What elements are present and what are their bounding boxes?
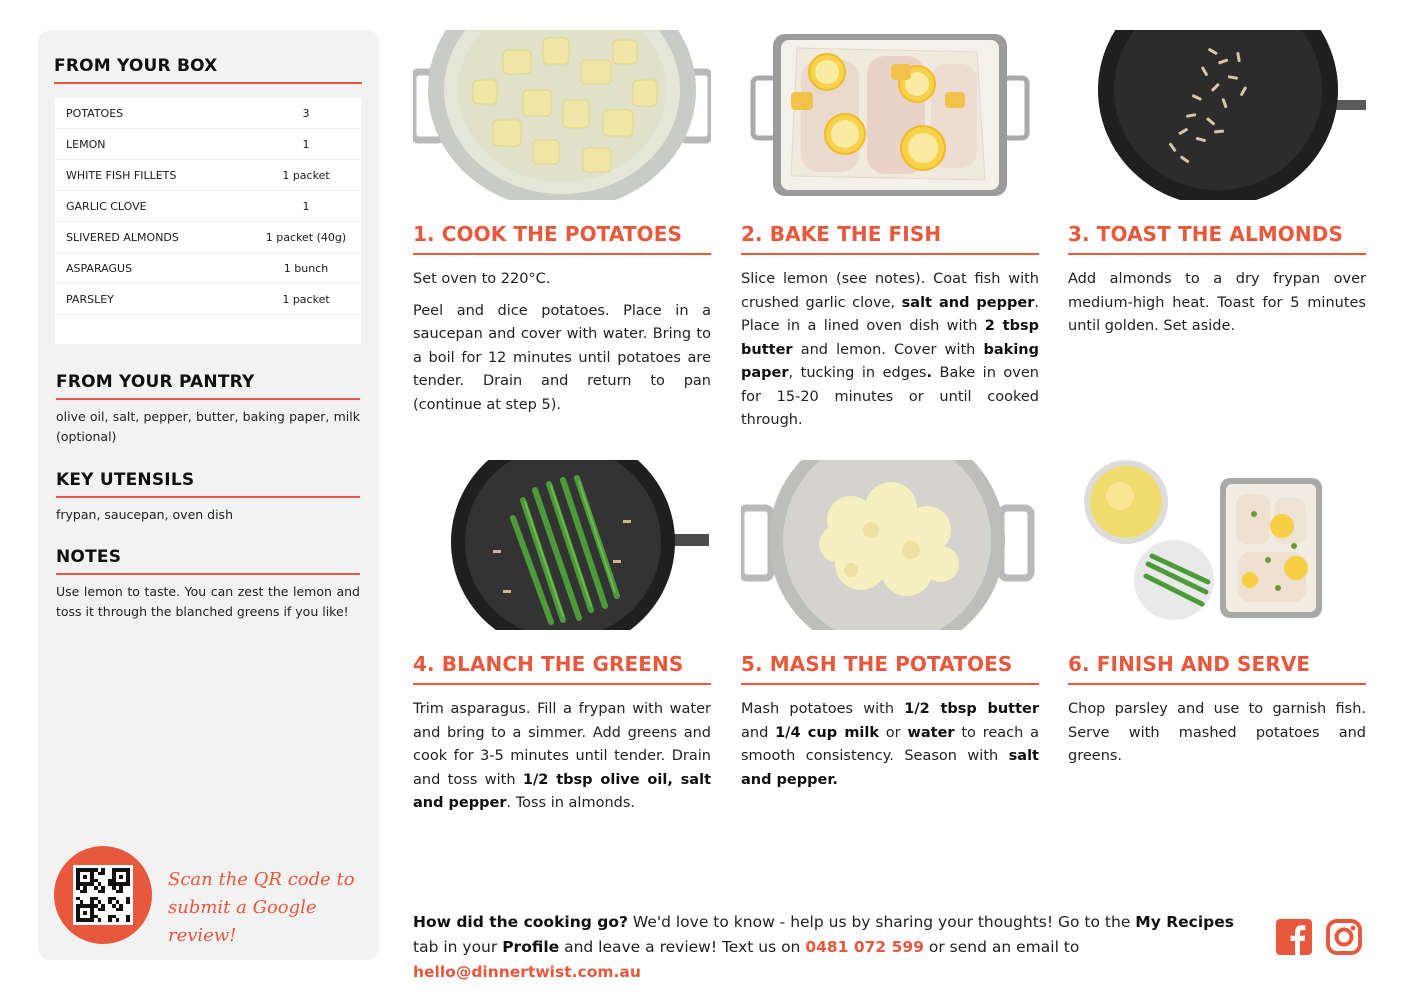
ingredient-name: GARLIC CLOVE: [66, 199, 147, 213]
step-rule: [1068, 683, 1366, 685]
step-rule: [413, 683, 711, 685]
step-paragraph: [413, 268, 711, 292]
ingredients-table: [55, 98, 361, 344]
ingredient-name: PARSLEY: [66, 292, 114, 306]
bold-text: 1/2 tbsp butter: [904, 701, 1039, 717]
qr-module: [126, 918, 130, 922]
text-run: Chop parsley and use to garnish fish. Serve with mashed potatoes and greens.: [1068, 701, 1366, 764]
ingredients-sidebar: [38, 30, 379, 960]
asparagus-frypan-photo: [413, 460, 711, 630]
facebook-icon[interactable]: [1275, 918, 1313, 956]
step-text: [741, 698, 1039, 800]
step-title: 1. COOK THE POTATOES: [413, 222, 683, 246]
step-text: [413, 268, 711, 425]
text-run: We'd love to know - help us by sharing your thoughts! Go to the: [627, 913, 1136, 931]
table-row: [55, 222, 361, 253]
text-run: , tucking in edges: [788, 365, 927, 381]
text-run: or send an email to: [923, 938, 1080, 956]
potatoes-pot-photo: [413, 30, 711, 200]
bold-text: How did the cooking go?: [413, 913, 628, 931]
qr-code-icon[interactable]: [73, 865, 133, 925]
text-run: tab in your: [413, 938, 503, 956]
notes-text: Use lemon to taste. You can zest the lemon and toss it through the blanched greens if you like!: [56, 584, 360, 619]
review-footer: [413, 910, 1258, 985]
step-rule: [1068, 253, 1366, 255]
heading-rule: [56, 398, 360, 400]
text-run: and: [741, 724, 776, 741]
step-rule: [741, 253, 1039, 255]
ingredient-name: SLIVERED ALMONDS: [66, 230, 179, 244]
table-row: [55, 160, 361, 191]
phone-link[interactable]: 0481 072 599: [805, 938, 924, 956]
bold-text: salt and pepper: [901, 294, 1035, 311]
bold-text: 2 tbsp butter: [741, 318, 1039, 358]
text-run: Trim asparagus. Fill a frypan with water and bring to a simmer. Add greens and cook for 3-5 minutes until tender. Drain and toss with: [413, 701, 711, 788]
ingredient-qty: 3: [302, 106, 310, 120]
table-row: [55, 191, 361, 222]
bold-text: water: [907, 724, 955, 741]
step-paragraph: [741, 698, 1039, 792]
text-run: Bake in oven for 15-20 minutes or until cooked through.: [741, 365, 1039, 428]
text-run: . Toss in almonds.: [506, 795, 635, 811]
bold-text: My Recipes: [1135, 913, 1234, 931]
step-title: 4. BLANCH THE GREENS: [413, 652, 684, 676]
step-rule: [741, 683, 1039, 685]
email-link[interactable]: hello@dinnertwist.com.au: [413, 963, 641, 981]
bold-text: 1/4 cup milk: [775, 724, 880, 741]
step-paragraph: [413, 698, 711, 816]
step-text: [741, 268, 1039, 441]
qr-caption-line: submit a Google review!: [168, 897, 317, 946]
step-title: 2. BAKE THE FISH: [741, 222, 942, 246]
qr-caption-line: Scan the QR code to: [168, 869, 355, 890]
text-run: to reach a smooth consistency. Season with: [741, 724, 1039, 764]
text-run: Add almonds to a dry frypan over medium-high heat. Toast for 5 minutes until golden. Set aside.: [1068, 271, 1366, 334]
text-run: Slice lemon (see notes). Coat fish with crushed garlic clove,: [741, 271, 1039, 311]
step-rule: [413, 253, 711, 255]
step-title: 3. TOAST THE ALMONDS: [1068, 222, 1343, 246]
heading-rule: [56, 496, 360, 498]
qr-code-badge[interactable]: [54, 846, 152, 944]
table-row: [55, 98, 361, 129]
text-run: or: [879, 724, 908, 741]
step-text: [1068, 268, 1366, 347]
fish-tray-photo: [741, 30, 1039, 200]
finished-dish-photo: [1068, 460, 1366, 630]
ingredient-qty: 1: [302, 137, 310, 151]
table-row: [55, 253, 361, 284]
table-row: [55, 129, 361, 160]
bold-text: 1/2 tbsp olive oil, salt and pepper: [413, 771, 711, 811]
step-paragraph: [1068, 268, 1366, 339]
ingredient-qty: 1 bunch: [283, 261, 329, 275]
key-utensils-heading: KEY UTENSILS: [56, 470, 195, 490]
bold-text: baking paper: [741, 341, 1039, 381]
text-run: Mash potatoes with: [741, 701, 905, 717]
from-your-box-heading: FROM YOUR BOX: [54, 56, 218, 76]
ingredient-qty: 1 packet: [282, 292, 330, 306]
pantry-text: olive oil, salt, pepper, butter, baking paper, milk (optional): [56, 409, 360, 444]
text-run: Peel and dice potatoes. Place in a saucepan and cover with water. Bring to a boil for 12 minutes until potatoes are tender. Drain and return to pan (continue at step 5).: [413, 302, 711, 413]
step-title: 5. MASH THE POTATOES: [741, 652, 1013, 676]
text-run: . Place in a lined oven dish with: [741, 294, 1039, 334]
step-paragraph: [413, 300, 711, 418]
ingredient-qty: 1 packet (40g): [265, 230, 347, 244]
ingredient-name: WHITE FISH FILLETS: [66, 168, 177, 182]
notes-heading: NOTES: [56, 547, 122, 567]
bold-text: Profile: [502, 938, 560, 956]
ingredient-name: POTATOES: [66, 106, 124, 120]
ingredient-name: ASPARAGUS: [66, 261, 133, 275]
heading-rule: [56, 573, 360, 575]
instagram-icon[interactable]: [1325, 918, 1363, 956]
qr-caption: [168, 866, 368, 950]
mashed-potatoes-pot-photo: [741, 460, 1039, 630]
step-text: [1068, 698, 1366, 777]
step-title: 6. FINISH AND SERVE: [1068, 652, 1311, 676]
bold-text: .: [926, 365, 932, 381]
text-run: and lemon. Cover with: [792, 341, 984, 358]
almonds-frypan-photo: [1068, 30, 1366, 200]
text-run: and leave a review! Text us on: [559, 938, 806, 956]
step-text: [413, 698, 711, 824]
bold-text: salt and pepper.: [741, 748, 1039, 788]
from-your-pantry-heading: FROM YOUR PANTRY: [56, 372, 255, 392]
table-row: [55, 284, 361, 315]
text-run: Set oven to 220°C.: [413, 271, 551, 287]
step-paragraph: [741, 268, 1039, 433]
ingredient-name: LEMON: [66, 137, 106, 151]
utensils-text: frypan, saucepan, oven dish: [56, 507, 233, 522]
ingredient-qty: 1: [302, 199, 310, 213]
heading-rule: [54, 82, 362, 84]
ingredient-qty: 1 packet: [282, 168, 330, 182]
step-paragraph: [1068, 698, 1366, 769]
